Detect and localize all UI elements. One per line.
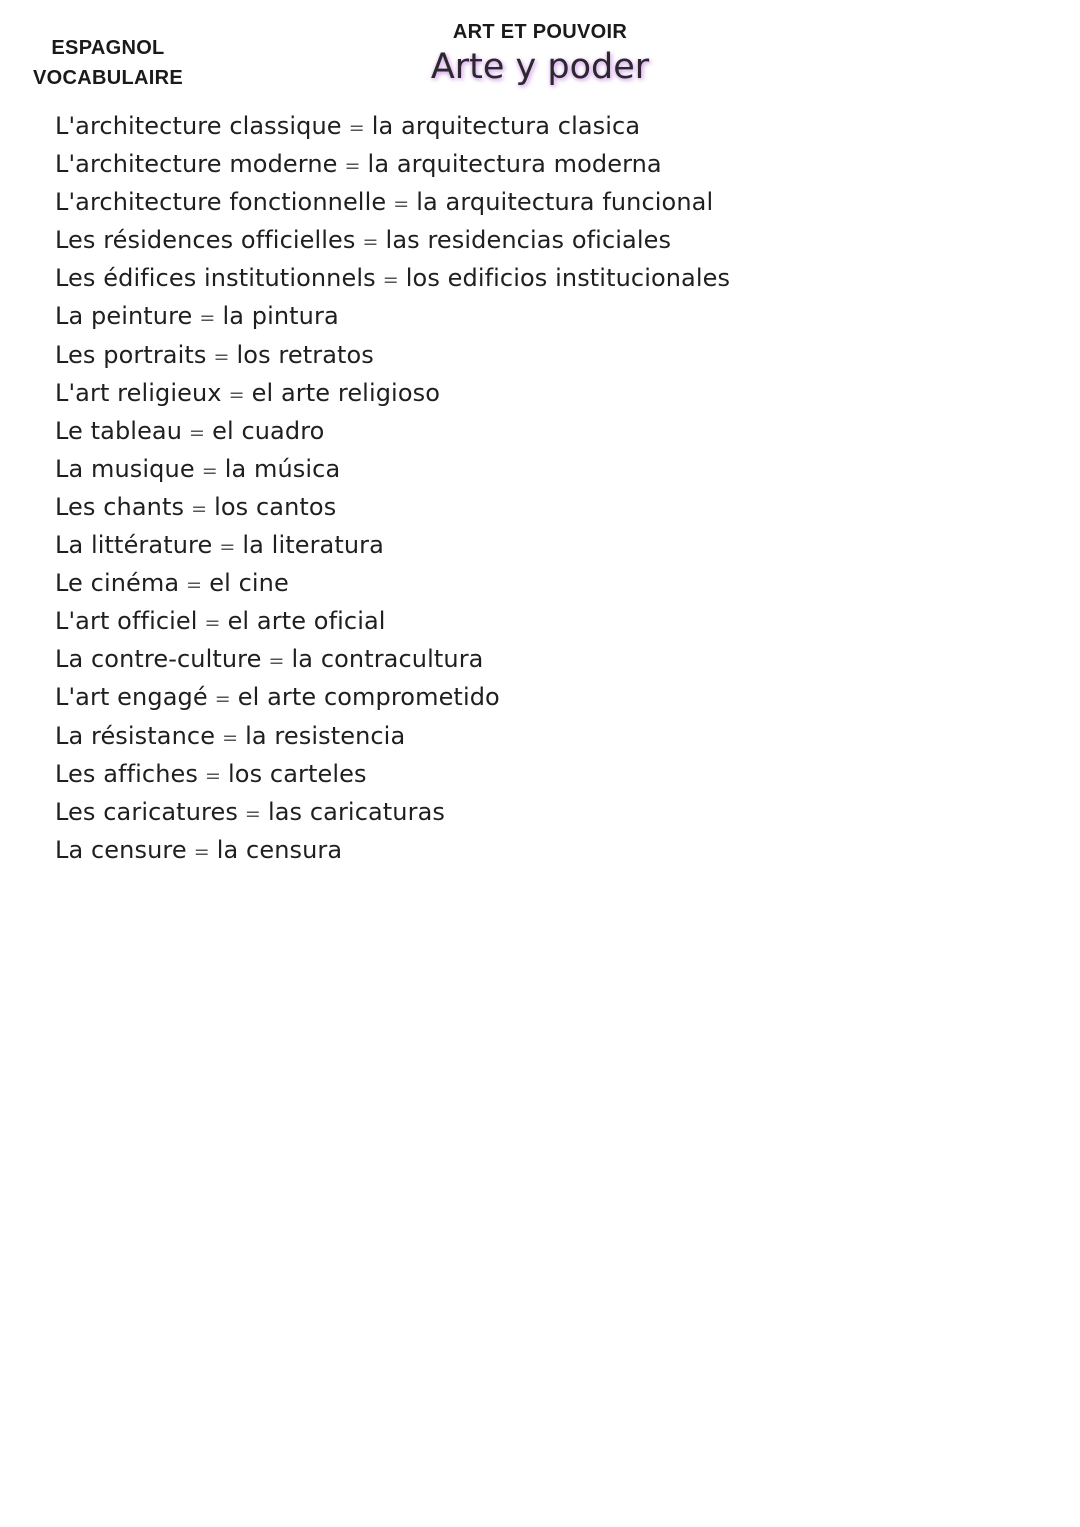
spanish-term: la arquitectura clasica: [371, 112, 641, 140]
spanish-term: la arquitectura moderna: [367, 150, 662, 179]
french-term: Les portraits: [55, 340, 207, 369]
spanish-term: los retratos: [236, 340, 374, 369]
equals-sign: =: [348, 117, 365, 139]
equals-sign: =: [213, 345, 230, 368]
equals-sign: =: [228, 383, 245, 406]
vocabulary-item: [55, 564, 730, 602]
section-label: VOCABULAIRE: [33, 67, 183, 89]
spanish-term: la pintura: [222, 302, 339, 331]
vocabulary-item: [55, 640, 730, 678]
subject-label: ESPAGNOL: [51, 37, 165, 59]
french-term: L'art officiel: [55, 607, 198, 636]
vocabulary-list: [55, 107, 730, 869]
spanish-term: la música: [224, 454, 341, 483]
french-term: La contre-culture: [55, 645, 262, 674]
equals-sign: =: [393, 193, 410, 216]
vocabulary-item: [55, 107, 730, 145]
equals-sign: =: [219, 536, 236, 559]
equals-sign: =: [199, 307, 216, 330]
equals-sign: =: [189, 421, 206, 444]
equals-sign: =: [362, 231, 379, 254]
spanish-term: el cuadro: [212, 416, 325, 445]
spanish-term: la censura: [216, 835, 343, 864]
french-term: Les édifices institutionnels: [55, 264, 376, 293]
vocabulary-item: [55, 336, 730, 374]
topic-title-french: ART ET POUVOIR: [452, 21, 628, 43]
french-term: La peinture: [55, 302, 193, 331]
equals-sign: =: [244, 802, 261, 825]
equals-sign: =: [191, 497, 208, 520]
french-term: L'art religieux: [55, 378, 222, 407]
vocabulary-item: [55, 374, 730, 412]
vocabulary-item: [55, 602, 730, 640]
vocabulary-item: [55, 183, 730, 221]
equals-sign: =: [205, 764, 222, 787]
spanish-term: el arte comprometido: [237, 683, 500, 712]
spanish-term: la resistencia: [245, 721, 406, 750]
vocabulary-item: [55, 755, 730, 793]
spanish-term: los carteles: [228, 759, 367, 788]
subject-heading: [32, 33, 184, 93]
equals-sign: =: [204, 612, 221, 635]
french-term: Les affiches: [55, 759, 198, 788]
vocabulary-item: [55, 145, 730, 183]
spanish-term: los edificios institucionales: [405, 264, 731, 293]
equals-sign: =: [193, 840, 210, 863]
french-term: La résistance: [55, 721, 216, 750]
spanish-term: las caricaturas: [267, 797, 445, 826]
vocabulary-item: [55, 526, 730, 564]
french-term: L'architecture classique: [55, 112, 342, 140]
equals-sign: =: [214, 688, 231, 711]
french-term: La censure: [55, 835, 187, 864]
topic-heading: [400, 18, 680, 88]
spanish-term: la literatura: [242, 531, 384, 560]
equals-sign: =: [186, 574, 203, 597]
vocabulary-item: [55, 831, 730, 869]
french-term: La littérature: [55, 531, 213, 560]
spanish-term: los cantos: [214, 492, 337, 521]
vocabulary-item: [55, 412, 730, 450]
french-term: Les caricatures: [55, 797, 238, 826]
french-term: L'architecture fonctionnelle: [55, 188, 387, 217]
spanish-term: el arte oficial: [227, 607, 386, 636]
french-term: L'art engagé: [55, 683, 208, 712]
vocabulary-item: [55, 221, 730, 259]
french-term: Les chants: [55, 492, 185, 521]
equals-sign: =: [222, 726, 239, 749]
french-term: L'architecture moderne: [55, 150, 338, 179]
vocabulary-item: [55, 297, 730, 335]
vocabulary-item: [55, 259, 730, 297]
french-term: La musique: [55, 454, 195, 483]
spanish-term: las residencias oficiales: [385, 226, 672, 255]
spanish-term: la arquitectura funcional: [416, 188, 714, 217]
equals-sign: =: [344, 155, 361, 178]
vocabulary-item: [55, 450, 730, 488]
french-term: Le cinéma: [55, 569, 180, 598]
spanish-term: el arte religioso: [251, 378, 440, 407]
equals-sign: =: [201, 459, 218, 482]
vocabulary-item: [55, 488, 730, 526]
vocabulary-item: [55, 717, 730, 755]
french-term: Le tableau: [55, 416, 183, 445]
vocabulary-item: [55, 793, 730, 831]
spanish-term: el cine: [209, 569, 289, 598]
equals-sign: =: [268, 650, 285, 673]
spanish-term: la contracultura: [291, 645, 484, 674]
equals-sign: =: [382, 269, 399, 292]
topic-title-spanish: Arte y poder: [430, 47, 650, 87]
vocabulary-item: [55, 678, 730, 716]
french-term: Les résidences officielles: [55, 226, 356, 255]
